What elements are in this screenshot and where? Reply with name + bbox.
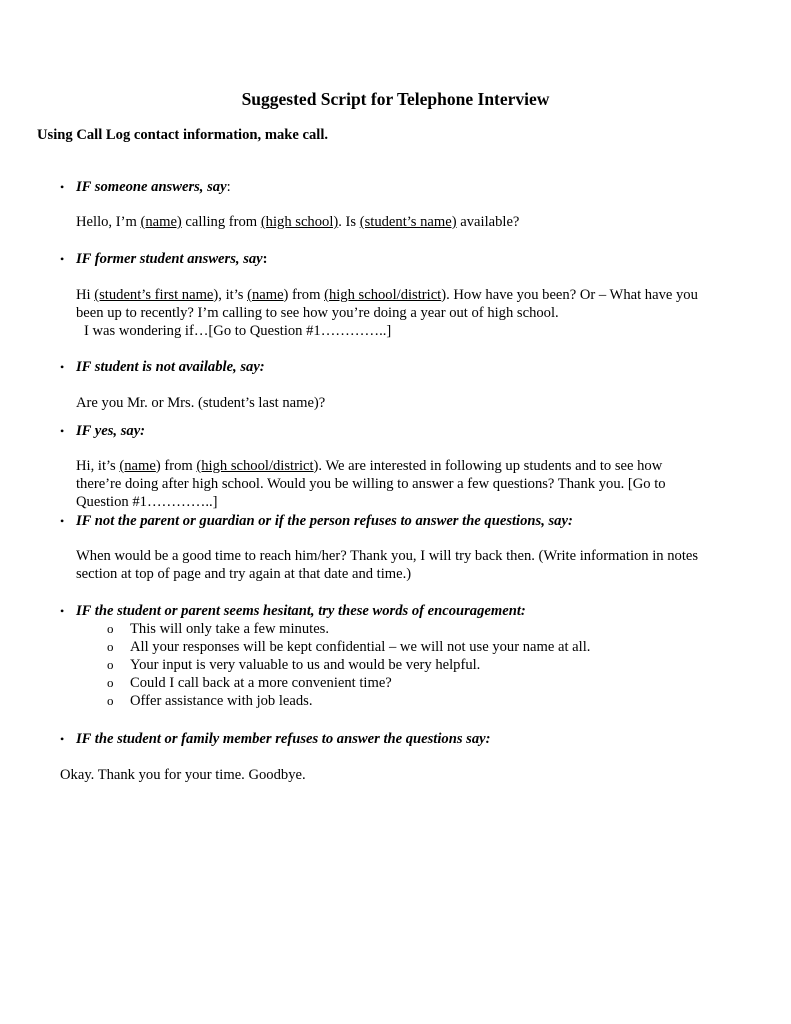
- script-line-former-student-1: [76, 286, 698, 304]
- section-heading-hesitant: IF the student or parent seems hesitant, try these words of encouragement:: [76, 603, 526, 619]
- sub-bullet-icon: o: [107, 675, 114, 690]
- bullet-icon: •: [60, 604, 65, 618]
- section-heading-if-yes: IF yes, say:: [76, 423, 146, 439]
- text: ) from: [283, 287, 325, 303]
- heading-text: IF someone answers, say: [76, 179, 227, 195]
- bullet-icon: •: [60, 180, 65, 194]
- placeholder-student-name: (student’s name): [359, 214, 457, 230]
- bullet-icon: •: [60, 732, 65, 746]
- text: ). We are interested in following up students and to see how: [313, 458, 663, 474]
- text: calling from: [181, 214, 261, 230]
- section-heading-not-available: IF student is not available, say:: [76, 359, 265, 375]
- encouragement-item: This will only take a few minutes.: [130, 621, 330, 637]
- heading-colon: :: [226, 179, 231, 195]
- text: . Is: [338, 214, 360, 230]
- placeholder-name: (name): [140, 214, 182, 230]
- script-line-if-yes-2: there’re doing after high school. Would you be willing to answer a few questions? Thank you. [Go to: [76, 476, 666, 492]
- text: ). How have you been? Or – What have you: [441, 287, 698, 303]
- script-line-former-student-2: been up to recently? I’m calling to see how you’re doing a year out of high school.: [76, 305, 559, 321]
- heading-text: IF former student answers, say: [76, 251, 263, 267]
- script-line-not-parent-2: section at top of page and try again at that date and time.): [76, 566, 412, 582]
- script-line-not-available: Are you Mr. or Mrs. (student’s last name)?: [76, 395, 326, 411]
- script-line-former-student-3: I was wondering if…[Go to Question #1…………..]: [84, 323, 392, 339]
- text: Hi: [76, 287, 95, 303]
- heading-colon: :: [262, 251, 268, 267]
- encouragement-item: Offer assistance with job leads.: [130, 693, 313, 709]
- placeholder-high-school: (high school): [260, 214, 339, 230]
- sub-bullet-icon: o: [107, 639, 114, 654]
- script-line-someone-answers: [76, 213, 519, 231]
- bullet-icon: •: [60, 424, 65, 438]
- section-heading-someone-answers: [76, 178, 231, 196]
- sub-bullet-icon: o: [107, 693, 114, 708]
- text: available?: [456, 214, 520, 230]
- closing-line: Okay. Thank you for your time. Goodbye.: [60, 767, 306, 783]
- sub-bullet-icon: o: [107, 657, 114, 672]
- text: Hi, it’s: [76, 458, 120, 474]
- section-heading-former-student: [76, 250, 268, 268]
- script-line-not-parent-1: When would be a good time to reach him/her? Thank you, I will try back then. (Write information in notes: [76, 548, 699, 564]
- placeholder-high-school-district: (high school/district: [196, 458, 314, 474]
- bullet-icon: •: [60, 514, 65, 528]
- script-line-if-yes-3: Question #1…………..]: [76, 494, 218, 510]
- encouragement-item: Could I call back at a more convenient time?: [130, 675, 392, 691]
- text: ), it’s: [213, 287, 248, 303]
- page-title: Suggested Script for Telephone Interview: [241, 89, 550, 109]
- sub-bullet-icon: o: [107, 621, 114, 636]
- placeholder-name: (name: [247, 287, 284, 303]
- encouragement-item: Your input is very valuable to us and would be very helpful.: [130, 657, 481, 673]
- section-heading-refuses: IF the student or family member refuses to answer the questions say:: [76, 731, 491, 747]
- section-heading-not-parent: IF not the parent or guardian or if the person refuses to answer the questions, say:: [76, 513, 573, 529]
- text: Hello, I’m: [76, 214, 141, 230]
- text: ) from: [155, 458, 197, 474]
- bullet-icon: •: [60, 360, 65, 374]
- placeholder-name: (name: [119, 458, 156, 474]
- script-line-if-yes-1: [76, 457, 662, 475]
- encouragement-item: All your responses will be kept confidential – we will not use your name at all.: [130, 639, 591, 655]
- placeholder-high-school-district: (high school/district: [324, 287, 442, 303]
- intro-instruction: Using Call Log contact information, make call.: [37, 127, 329, 143]
- placeholder-first-name: (student’s first name: [94, 287, 214, 303]
- bullet-icon: •: [60, 252, 65, 266]
